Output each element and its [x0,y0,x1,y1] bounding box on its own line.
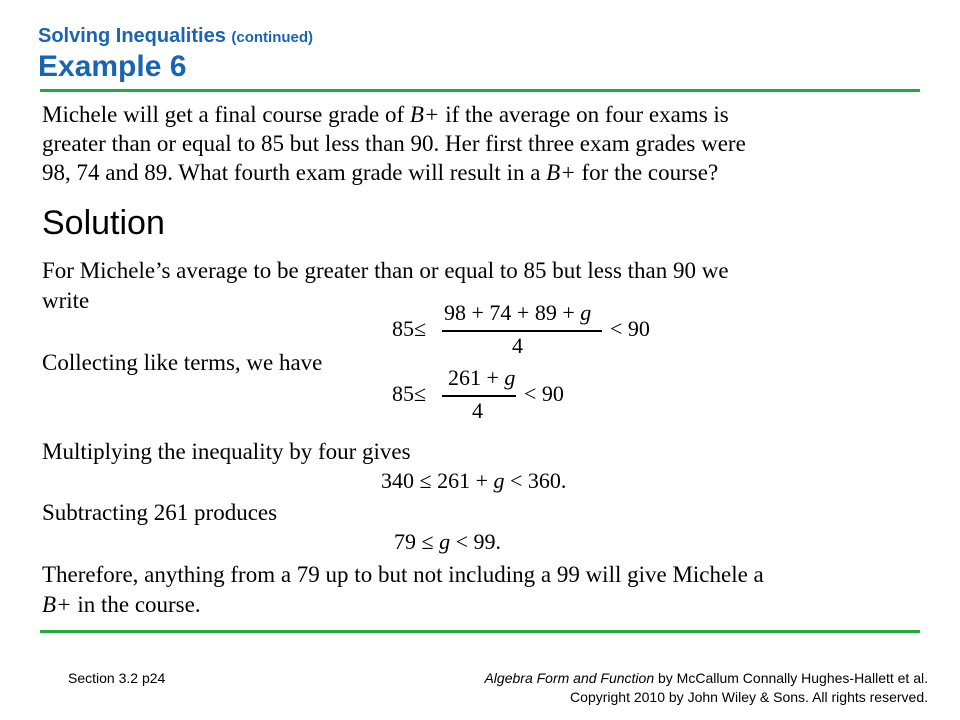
subtracting-text: Subtracting 261 produces [42,500,278,525]
footer-copyright: Copyright 2010 by John Wiley & Sons. All rights reserved. [570,689,928,705]
continued-label: (continued) [231,29,314,46]
eq1-denominator: 4 [512,333,523,358]
eq1-right: < 90 [610,316,650,341]
example-title: Example 6 [38,50,187,83]
eq1-numerator: 98 + 74 + 89 + g [444,300,592,325]
problem-line-1 [42,100,729,130]
therefore-text: in the course. [77,592,201,617]
collecting-text: Collecting like terms, we have [42,350,323,375]
solution-intro-line-2: write [42,288,90,313]
grade-value: B+ [409,102,440,127]
therefore-line-1: Therefore, anything from a 79 up to but not including a 99 will give Michele a [42,562,764,587]
problem-text: Michele will get a final course grade of [42,102,405,127]
book-title: Algebra Form and Function [484,670,655,686]
bottom-divider [40,630,920,633]
equation-1 [392,300,662,362]
problem-text: for the course? [581,160,719,185]
eq1-left: 85≤ [392,316,427,341]
problem-text: 98, 74 and 89. What fourth exam grade will result in a [42,160,541,185]
eq2-fraction-bar [442,395,516,397]
therefore-line-2 [42,590,201,620]
problem-line-3 [42,158,718,188]
equation-3: 340 ≤ 261 + g < 360. [381,468,567,493]
footer-citation [484,670,928,686]
multiplying-text: Multiplying the inequality by four gives [42,439,411,464]
book-authors: by McCallum Connally Hughes-Hallett et al. [658,670,928,686]
problem-line-2: greater than or equal to 85 but less than 90. Her first three exam grades were [42,131,746,156]
grade-value: B+ [42,592,72,617]
equation-2 [392,365,592,427]
eq2-left: 85≤ [392,381,427,406]
top-divider [40,89,920,92]
solution-heading: Solution [42,204,165,242]
section-title [38,25,313,48]
eq1-fraction-bar [442,330,602,332]
equation-4: 79 ≤ g < 99. [394,529,501,554]
eq2-right: < 90 [524,381,564,406]
problem-text: if the average on four exams is [445,102,729,127]
section-title-text: Solving Inequalities [38,25,226,47]
eq2-numerator: 261 + g [448,365,516,390]
eq2-denominator: 4 [472,398,483,423]
footer-section: Section 3.2 p24 [68,670,166,686]
grade-value: B+ [546,160,576,185]
solution-intro-line-1: For Michele’s average to be greater than or equal to 85 but less than 90 we [42,258,729,283]
